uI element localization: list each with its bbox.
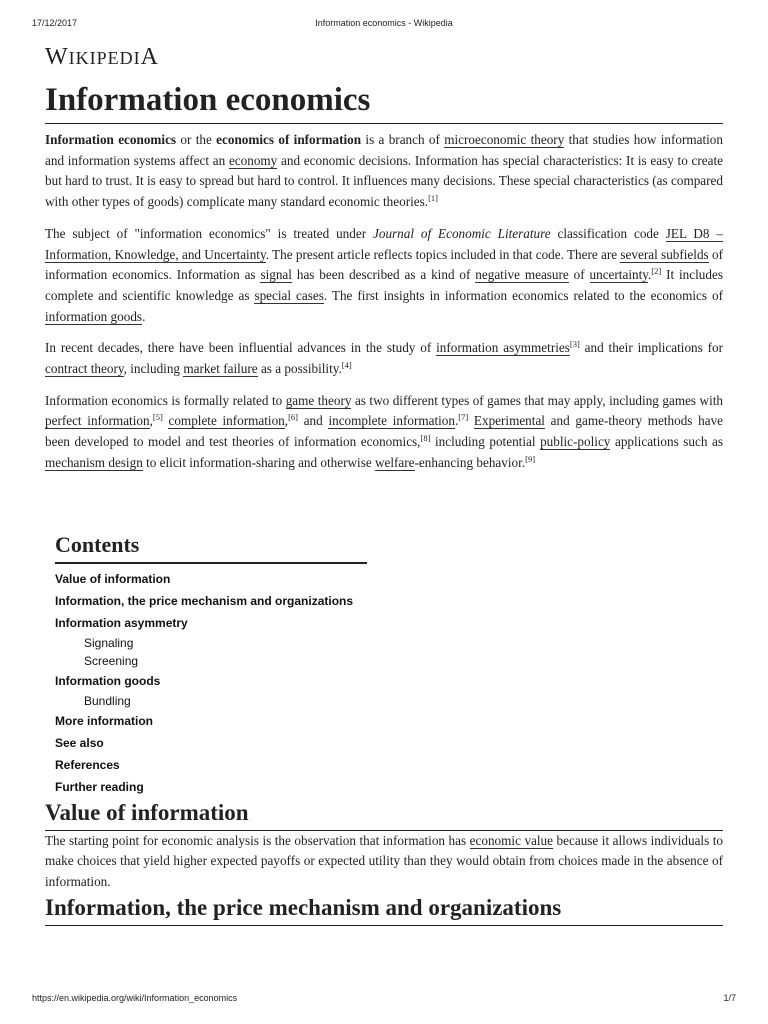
text: , bbox=[284, 413, 289, 429]
table-of-contents bbox=[55, 532, 367, 798]
text: . bbox=[142, 308, 146, 324]
text: . The first insights in information economics related to the economics of bbox=[323, 287, 723, 303]
link-microeconomic-theory[interactable]: microeconomic theory bbox=[444, 132, 565, 147]
text: , including bbox=[123, 361, 184, 377]
text: of information economics. Information as bbox=[45, 246, 723, 283]
toc-item-screening[interactable]: Screening bbox=[84, 653, 139, 668]
text: including potential bbox=[430, 434, 541, 450]
text: . bbox=[455, 413, 459, 429]
print-date: 17/12/2017 bbox=[32, 18, 78, 28]
citation-2[interactable]: [2] bbox=[651, 266, 662, 277]
link-several-subfields[interactable]: several subfields bbox=[620, 246, 709, 262]
citation-6[interactable]: [6] bbox=[288, 412, 298, 423]
text: In recent decades, there have been influential advances in the study of bbox=[45, 340, 437, 356]
link-perfect-information[interactable]: perfect information bbox=[45, 413, 150, 429]
toc-item-bundling[interactable]: Bundling bbox=[84, 693, 131, 708]
toc-item-price-mechanism[interactable]: Information, the price mechanism and organizations bbox=[55, 593, 354, 608]
text: Information economics is formally related to bbox=[45, 392, 286, 408]
print-page-title: Information economics - Wikipedia bbox=[315, 18, 453, 28]
intro-paragraph-3 bbox=[45, 338, 723, 379]
citation-1[interactable]: [1] bbox=[428, 193, 438, 204]
link-signal[interactable]: signal bbox=[260, 267, 292, 283]
link-experimental[interactable]: Experimental bbox=[473, 413, 545, 429]
text: , bbox=[149, 413, 153, 429]
link-information-asymmetries[interactable]: information asymmetries bbox=[436, 340, 570, 356]
citation-3[interactable]: [3] bbox=[569, 339, 580, 350]
text: and economic decisions. Information has special characteristics: It is easy to create but hard to trust. It is easy to spread but hard to control. It influences many decisions. These special characteristics (as compared with other types of goods) complicate many standard economic theories. bbox=[45, 152, 723, 210]
toc-item-information-goods[interactable]: Information goods bbox=[55, 673, 161, 688]
text: because it allows individuals to make choices that yield higher expected payoffs or expected utility than they would obtain from choices made in the absence of information. bbox=[45, 832, 724, 889]
intro-paragraph-4 bbox=[45, 391, 723, 474]
toc-item-further-reading[interactable]: Further reading bbox=[55, 779, 144, 794]
citation-5[interactable]: [5] bbox=[152, 412, 163, 423]
toc-item-value-of-information[interactable]: Value of information bbox=[55, 571, 171, 586]
link-uncertainty[interactable]: uncertainty bbox=[589, 267, 648, 283]
text: to elicit information-sharing and otherwise bbox=[142, 454, 375, 470]
section-heading-value-of-information: Value of information bbox=[45, 798, 723, 831]
toc-item-references[interactable]: References bbox=[55, 757, 120, 772]
citation-4[interactable]: [4] bbox=[341, 360, 352, 371]
link-jel-d8[interactable]: JEL D8 – Information, Knowledge, and Uncertainty bbox=[45, 225, 723, 262]
text: . bbox=[647, 267, 652, 283]
intro-paragraph-2 bbox=[45, 224, 723, 328]
link-economic-value[interactable]: economic value bbox=[469, 832, 554, 848]
toc-title: Contents bbox=[55, 532, 367, 564]
text: -enhancing behavior. bbox=[414, 454, 526, 470]
text: that studies how information and information systems affect an bbox=[45, 132, 723, 168]
print-header bbox=[32, 18, 736, 30]
logo-w: W bbox=[45, 44, 69, 70]
text: is a branch of bbox=[361, 132, 445, 147]
text: and bbox=[298, 413, 329, 429]
text: The starting point for economic analysis is the observation that information has bbox=[45, 832, 470, 848]
text: of bbox=[568, 267, 590, 283]
wikipedia-logo[interactable] bbox=[45, 44, 159, 71]
citation-8[interactable]: [8] bbox=[420, 433, 431, 444]
link-contract-theory[interactable]: contract theory bbox=[45, 361, 124, 377]
print-page-number: 1/7 bbox=[723, 993, 736, 1003]
italic-title: Journal of Economic Literature bbox=[373, 225, 551, 241]
text: as two different types of games that may apply, including games with bbox=[351, 392, 724, 408]
value-paragraph bbox=[45, 831, 723, 893]
print-footer bbox=[32, 993, 736, 1005]
toc-item-information-asymmetry[interactable]: Information asymmetry bbox=[55, 615, 188, 630]
link-negative-measure[interactable]: negative measure bbox=[475, 267, 569, 283]
print-url: https://en.wikipedia.org/wiki/Information_economics bbox=[32, 993, 238, 1003]
toc-item-see-also[interactable]: See also bbox=[55, 735, 104, 750]
article-content bbox=[45, 80, 723, 926]
link-complete-information[interactable]: complete information bbox=[168, 413, 285, 429]
text: as a possibility. bbox=[257, 361, 342, 377]
link-economy[interactable]: economy bbox=[228, 152, 278, 168]
logo-middle: IKIPEDI bbox=[68, 48, 141, 68]
intro-paragraph-1 bbox=[45, 130, 723, 213]
link-special-cases[interactable]: special cases bbox=[254, 287, 324, 303]
toc-item-signaling[interactable]: Signaling bbox=[84, 635, 134, 650]
text: It includes complete and scientific knowledge as bbox=[45, 267, 723, 303]
citation-9[interactable]: [9] bbox=[525, 453, 536, 464]
text: . The present article reflects topics included in that code. There are bbox=[265, 246, 621, 262]
link-game-theory[interactable]: game theory bbox=[285, 392, 352, 408]
link-welfare[interactable]: welfare bbox=[374, 454, 415, 470]
link-market-failure[interactable]: market failure bbox=[183, 361, 258, 377]
page-title: Information economics bbox=[45, 80, 723, 124]
text: The subject of "information economics" is treated under bbox=[45, 225, 373, 241]
logo-a: A bbox=[140, 44, 159, 70]
text: and their implications for bbox=[579, 340, 724, 356]
toc-item-more-information[interactable]: More information bbox=[55, 713, 153, 728]
text: and game-theory methods have been developed to model and test theories of information economics, bbox=[45, 413, 724, 450]
text: or the bbox=[176, 132, 217, 147]
bold-term: Information economics bbox=[45, 132, 177, 147]
link-incomplete-information[interactable]: incomplete information bbox=[328, 413, 455, 429]
text: classification code bbox=[550, 225, 666, 241]
text: applications such as bbox=[610, 434, 723, 450]
section-heading-price-mechanism: Information, the price mechanism and organizations bbox=[45, 893, 723, 926]
link-public-policy[interactable]: public-policy bbox=[540, 434, 611, 450]
text: has been described as a kind of bbox=[291, 267, 476, 283]
bold-term: economics of information bbox=[216, 132, 362, 147]
citation-7[interactable]: [7] bbox=[458, 412, 469, 423]
link-information-goods[interactable]: information goods bbox=[45, 308, 143, 324]
link-mechanism-design[interactable]: mechanism design bbox=[45, 454, 143, 470]
